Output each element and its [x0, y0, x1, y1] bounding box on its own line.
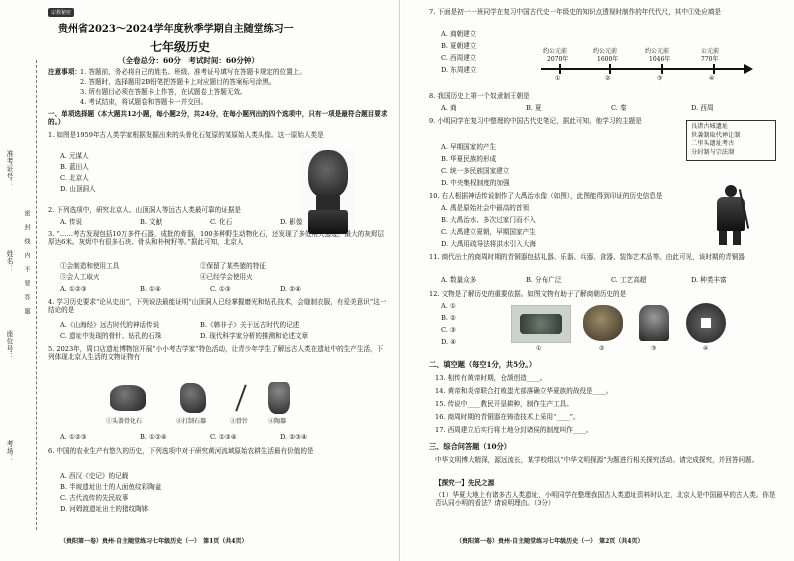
score-line: （全卷总分：60分 考试时间：60分钟）: [118, 56, 259, 65]
q4-option-d[interactable]: D. 现代科学家分析的推测和论述文章: [200, 332, 309, 340]
q2-option-a[interactable]: A. 传说: [60, 218, 83, 226]
q9-note-2: 世袭制取代禅让制: [691, 131, 741, 139]
q10-stem: 10. 右人根据神话传说制作了大禹治水像（如图），此图能得到印证的历史信息是: [429, 192, 663, 200]
q9-note-1: 良渚古城遗址: [691, 123, 729, 130]
q9-option-c[interactable]: C. 统一多民族国家建立: [441, 167, 510, 175]
q12-option-b[interactable]: B. ②: [441, 314, 456, 322]
timeline-year-1: 2070年: [547, 56, 569, 63]
skull-bust-image: [300, 150, 355, 235]
q2-option-c[interactable]: C. 化石: [210, 218, 233, 226]
q7-option-c[interactable]: C. 西周建立: [441, 54, 477, 62]
q11-option-d[interactable]: D. 种类丰富: [691, 276, 727, 284]
q1-option-b[interactable]: B. 蓝田人: [60, 163, 89, 171]
q1-stem: 1. 如图是1959年古人类学家根据发掘出来的头骨化石复原的某原始人类头像。这一原始人类是: [48, 131, 324, 139]
q6-stem: 6. 中国的农业生产有悠久的历史，下列选项中对于研究黄河流域原始农耕生活最有价值的是: [48, 447, 314, 455]
q5-option-b[interactable]: B. ①②④: [140, 433, 167, 441]
name-label: 姓名：: [5, 250, 13, 273]
q4-stem: 4. 学习历史要求“论从史出”，下列说法最能证明“山顶洞人已经掌握磨光和钻孔技术，会缝制衣服，有爱美意识”这一结论的是: [48, 298, 387, 315]
section1-title: 一、单项选择题（本大题共12小题，每小题2分，共24分，在每小题列出的四个选项中，只有一项是最符合题目要求的。）: [48, 110, 388, 127]
skull-fossil-image: [110, 385, 146, 411]
q5-stem: 5. 2023年，周口店遗址博物馆开展“小小考古学家”特色活动，让青少年学生了解远古人类在遗址中的生产生活，下列体现北京人生活的文物证物有: [48, 345, 384, 362]
confidential-badge: 宗教秘密: [48, 8, 74, 17]
q1-option-d[interactable]: D. 山顶洞人: [60, 185, 96, 193]
q6-option-a[interactable]: A. 西汉《史记》的记载: [60, 472, 129, 480]
timeline-mark-2: ②: [605, 75, 611, 82]
q9-stem: 9. 小明同学在复习中整理的中国古代史笔记，据此可知，他学习的主题是: [429, 117, 642, 125]
q9-option-a[interactable]: A. 早期国家的产生: [441, 143, 497, 151]
q12-fig-1: ①: [536, 345, 542, 352]
timeline-year-4: 770年: [701, 56, 719, 63]
q11-stem: 11. 商代出土的商周时期的青铜器包括礼器、乐器、兵器、食器、装饰艺术品等。由此可见，该时期的青铜器: [429, 253, 745, 261]
fill-14[interactable]: 14. 黄帝和炎帝联合打败蚩尤部落确立华夏族的战役是____。: [435, 387, 613, 395]
q5-fig-1: ①头盖骨化石: [106, 418, 143, 425]
fill-13[interactable]: 13. 相传有黄帝时期，仓颉创造____。: [435, 374, 547, 382]
q10-option-c[interactable]: C. 大禹建立夏朝，早期国家产生: [441, 228, 536, 236]
page2-footer: （贵阳第一卷）贵州·自主随堂练习七年级历史（一） 第2页（共4页）: [456, 538, 644, 545]
q7-stem: 7. 下面是初一一班同学在复习中国古代史一年级史的知识点透视时制作的年代代尺，其中①处应填是: [429, 8, 721, 16]
seal-line: [36, 60, 37, 530]
q9-notes-box: [686, 120, 776, 161]
section3-intro: 中华文明博大精深，源远流长，某学校组以“中华文明探源”为题进行相关探究活动。请完成探究，并回答问题。: [435, 456, 759, 464]
q5-option-c[interactable]: C. ①③④: [210, 433, 237, 441]
figurine-image: [639, 305, 669, 341]
bronze-vessel-image: [511, 305, 571, 343]
yu-statue-image: [711, 185, 751, 247]
q3-statement-2: ②保留了某些猿的特征: [200, 262, 266, 270]
timeline-mark-1: ①: [555, 75, 561, 82]
q3-statement-3: ③会人工取火: [60, 273, 100, 281]
notes-label: 注意事项：: [48, 68, 81, 76]
note-4: 4. 考试结束，将试题卷和答题卡一并交回。: [80, 98, 208, 106]
q6-option-b[interactable]: B. 半坡遗址出土的人面鱼纹彩陶盆: [60, 483, 162, 491]
q2-option-b[interactable]: B. 文献: [140, 218, 163, 226]
q3-statement-1: ①会制造和使用工具: [60, 262, 120, 270]
section3-title: 三、综合问答题（10分）: [429, 442, 511, 451]
jade-artifact-image: [583, 305, 623, 341]
q12-fig-2: ②: [599, 345, 605, 352]
q8-option-b[interactable]: B. 夏: [526, 104, 542, 112]
q9-option-d[interactable]: D. 中央集权制度的加强: [441, 179, 510, 187]
note-2: 2. 答题时，选择题用2B铅笔把答题卡上对应题目的答案标号涂黑。: [80, 78, 276, 86]
q8-option-c[interactable]: C. 秦: [611, 104, 627, 112]
q7-option-a[interactable]: A. 商朝建立: [441, 30, 477, 38]
q10-option-b[interactable]: B. 大禹治水、多次过家门而不入: [441, 216, 536, 224]
q12-option-c[interactable]: C. ③: [441, 326, 456, 334]
q11-option-c[interactable]: C. 工艺高超: [611, 276, 647, 284]
timeline-mark-4: ④: [709, 75, 715, 82]
timeline-mark-3: ③: [657, 75, 663, 82]
timeline-year-3: 1046年: [649, 56, 671, 63]
q2-option-d[interactable]: D. 影像: [280, 218, 303, 226]
q3-option-c[interactable]: C. ①③: [210, 285, 231, 293]
exam-page-2: [401, 0, 794, 561]
stone-tool-image: [180, 383, 206, 413]
explore-1-title: 【探究一】先民之源: [435, 479, 495, 487]
venue-label: 座位号：: [5, 330, 13, 361]
q12-fig-4: ④: [703, 345, 709, 352]
q6-option-c[interactable]: C. 古代流传的先民故事: [60, 494, 129, 502]
q8-option-a[interactable]: A. 商: [441, 104, 457, 112]
q3-option-b[interactable]: B. ①④: [140, 285, 161, 293]
q7-option-b[interactable]: B. 夏朝建立: [441, 42, 477, 50]
bone-needle-image: [228, 384, 254, 412]
q9-note-4: 分封制与宗法制: [691, 149, 735, 157]
q12-stem: 12. 文物是了解历史的重要依据。如图文物有助于了解商朝历史的是: [429, 290, 627, 298]
q5-fig-3: ③骨针: [230, 418, 249, 425]
fill-16[interactable]: 16. 商周时期的青铜器在铸造技术上采用“____”。: [435, 413, 580, 421]
q5-option-d[interactable]: D. ②③④: [280, 433, 307, 441]
fill-15[interactable]: 15. 传说中____教民开垦耕种，制作生产工具。: [435, 400, 573, 408]
pottery-image: [268, 382, 290, 414]
q5-fig-2: ②打制石器: [176, 418, 207, 425]
q2-stem: 2. 下列选项中，研究北京人、山顶洞人等远古人类最可靠的证据是: [48, 206, 242, 214]
q3-option-d[interactable]: D. ②④: [280, 285, 302, 293]
coin-image: [686, 303, 726, 343]
exam-number-label: 准考证号：: [5, 150, 13, 188]
q3-option-a[interactable]: A. ①②③: [60, 285, 87, 293]
timeline-label-1: 约公元前: [543, 48, 568, 55]
q7-timeline: [541, 45, 756, 85]
q7-option-d[interactable]: D. 东周建立: [441, 66, 477, 74]
q5-fig-4: ④陶器: [268, 418, 287, 425]
q8-stem: 8. 我国历史上第一个奴隶制王朝是: [429, 92, 530, 100]
q4-option-c[interactable]: C. 遗址中发现的骨针、钻孔的石珠: [60, 332, 162, 340]
q12-option-a[interactable]: A. ①: [441, 302, 456, 310]
timeline-label-4: 公元前: [701, 48, 720, 55]
exam-subtitle: 七年级历史: [150, 40, 211, 54]
q1-option-c[interactable]: C. 北京人: [60, 174, 89, 182]
q10-option-a[interactable]: A. 禹是原始社会中最高的首领: [441, 204, 530, 212]
timeline-label-2: 约公元前: [593, 48, 618, 55]
q6-option-d[interactable]: D. 河姆渡遗址出土的猪纹陶钵: [60, 505, 149, 513]
note-1: 1. 答题前，务必将自己的姓名、班级、准考证号填写在答题卡规定的位置上。: [80, 68, 306, 76]
q12-option-d[interactable]: D. ④: [441, 338, 457, 346]
section2-title: 二、填空题（每空1分，共5分。）: [429, 360, 537, 369]
timeline-label-3: 约公元前: [645, 48, 670, 55]
q12-fig-3: ③: [651, 345, 657, 352]
q11-option-a[interactable]: A. 数量众多: [441, 276, 477, 284]
q3-statement-4: ④已经学会使用火: [200, 273, 253, 281]
timeline-year-2: 1600年: [597, 56, 619, 63]
seal-line-text: 密 封 线 内 不 要 答 题: [23, 210, 30, 315]
q5-option-a[interactable]: A. ①②③: [60, 433, 87, 441]
explore-1-question: （1）华夏大地上有诸多古人类遗址，小明同学在整理我国古人类遗址资料时认定，北京人是中国最早的古人类。你是否认同小明的看法？请说明理由。（3分）: [435, 491, 776, 508]
note-3: 3. 所有题目必须在答题卡上作答，在试题卷上答题无效。: [80, 88, 247, 96]
q10-option-d[interactable]: D. 大禹用疏导法将洪水引入大海: [441, 240, 536, 248]
q3-stem: 3. “……考古发现包括10万多件石器，成批的骨器，100多种野生动物化石，还发现了多处用火遗迹，最大的灰烬层厚达6米。灰烬中有很多石块、骨头和朴树籽等。”据此可知，北京人: [48, 230, 385, 247]
q9-option-b[interactable]: B. 华夏民族的形成: [441, 155, 497, 163]
q1-option-a[interactable]: A. 元谋人: [60, 152, 89, 160]
page1-footer: （贵阳第一卷）贵州·自主随堂练习七年级历史（一） 第1页（共4页）: [60, 538, 248, 545]
fill-17[interactable]: 17. 西周建立后实行将土地分封诸侯的制度叫作____。: [435, 426, 593, 434]
q4-option-b[interactable]: B.《韩非子》关于远古时代的记述: [200, 321, 300, 329]
q4-option-a[interactable]: A.《山海经》远古时代的神话传说: [60, 321, 160, 329]
q11-option-b[interactable]: B. 分布广泛: [526, 276, 562, 284]
room-label: 考场：: [5, 440, 13, 463]
q9-note-3: 二里头遗址考古: [691, 140, 735, 148]
exam-title: 贵州省2023～2024学年度秋季学期自主随堂练习一: [58, 24, 294, 35]
q8-option-d[interactable]: D. 西周: [691, 104, 714, 112]
